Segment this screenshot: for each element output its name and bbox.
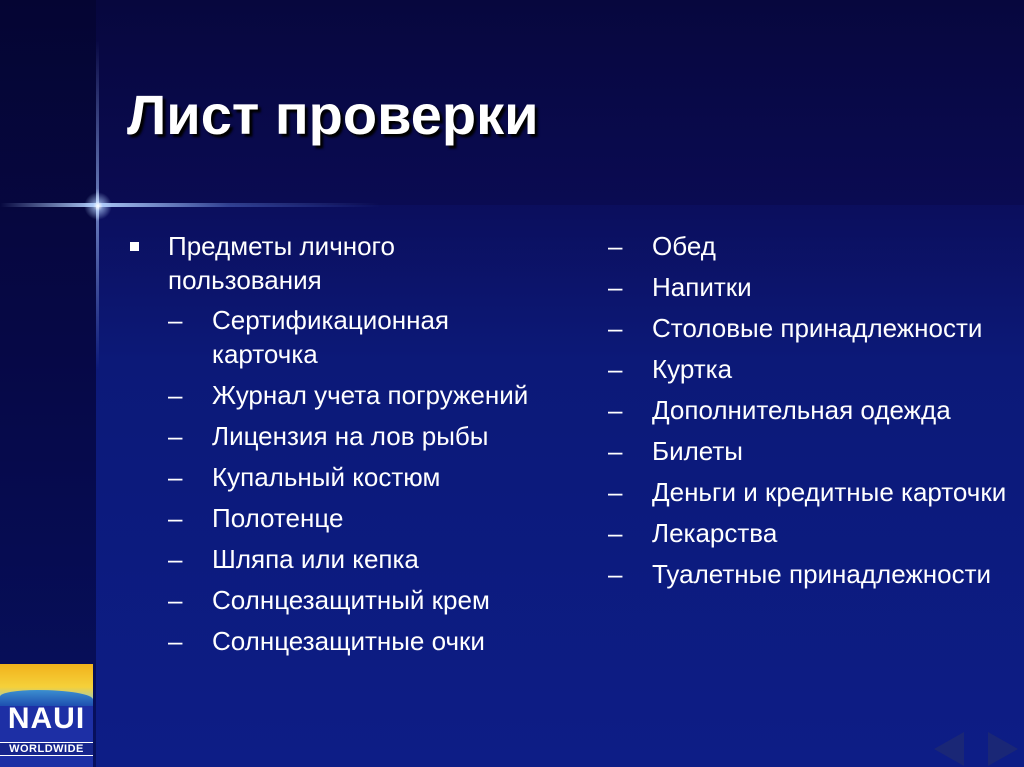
list-item-label: Дополнительная одежда (652, 395, 951, 425)
list-item-label: Деньги и кредитные карточки (652, 477, 1007, 507)
bullet-item (128, 229, 548, 297)
list-item (608, 311, 1008, 345)
dash-marker: – (608, 518, 623, 548)
list-item-label: Лицензия на лов рыбы (212, 421, 489, 451)
left-column (128, 229, 548, 665)
list-item-label: Туалетные принадлежности (652, 559, 992, 589)
dash-marker: – (168, 462, 183, 492)
logo-main-text: NAUI (7, 702, 86, 735)
dash-marker: – (608, 354, 623, 384)
dash-marker: – (168, 503, 183, 533)
right-column (608, 229, 1008, 598)
list-item-label: Столовые принадлежности (652, 313, 983, 343)
next-slide-icon[interactable] (988, 732, 1018, 766)
horizontal-glow-line (0, 203, 380, 207)
list-item (608, 229, 1008, 263)
left-sub-list (168, 303, 548, 658)
left-decor-band (0, 0, 96, 767)
list-item-label: Полотенце (212, 503, 344, 533)
bullet-heading: Предметы личного пользования (168, 231, 395, 295)
list-item (168, 624, 548, 658)
list-item (168, 303, 548, 371)
logo-sub-text: WORLDWIDE (0, 742, 93, 756)
list-item-label: Шляпа или кепка (212, 544, 419, 574)
dash-marker: – (168, 421, 183, 451)
dash-marker: – (168, 380, 183, 410)
list-item (168, 542, 548, 576)
dash-marker: – (168, 305, 183, 335)
list-item (608, 352, 1008, 386)
list-item-label: Куртка (652, 354, 733, 384)
list-item-label: Купальный костюм (212, 462, 441, 492)
previous-slide-icon[interactable] (934, 732, 964, 766)
dash-marker: – (608, 559, 623, 589)
list-item-label: Обед (652, 231, 716, 261)
list-item (608, 434, 1008, 468)
list-item-label: Сертификационная карточка (212, 305, 450, 369)
list-item (168, 460, 548, 494)
list-item (608, 270, 1008, 304)
list-item (608, 475, 1008, 509)
list-item (608, 393, 1008, 427)
list-item (168, 501, 548, 535)
dash-marker: – (168, 585, 183, 615)
dash-marker: – (168, 626, 183, 656)
dash-marker: – (608, 395, 623, 425)
sparkle-icon (84, 192, 112, 220)
list-item (608, 516, 1008, 550)
dash-marker: – (608, 272, 623, 302)
square-bullet-icon (130, 242, 139, 251)
dash-marker: – (608, 477, 623, 507)
dash-marker: – (608, 436, 623, 466)
list-item-label: Напитки (652, 272, 752, 302)
list-item (168, 419, 548, 453)
dash-marker: – (608, 231, 623, 261)
list-item-label: Солнцезащитные очки (212, 626, 485, 656)
dash-marker: – (168, 544, 183, 574)
list-item-label: Лекарства (652, 518, 778, 548)
list-item-label: Билеты (652, 436, 743, 466)
list-item-label: Журнал учета погружений (212, 380, 529, 410)
list-item (608, 557, 1008, 591)
dash-marker: – (608, 313, 623, 343)
list-item-label: Солнцезащитный крем (212, 585, 490, 615)
list-item (168, 583, 548, 617)
slide-title: Лист проверки (127, 83, 539, 146)
right-sub-list (608, 229, 1008, 591)
naui-logo (0, 664, 93, 767)
list-item (168, 378, 548, 412)
